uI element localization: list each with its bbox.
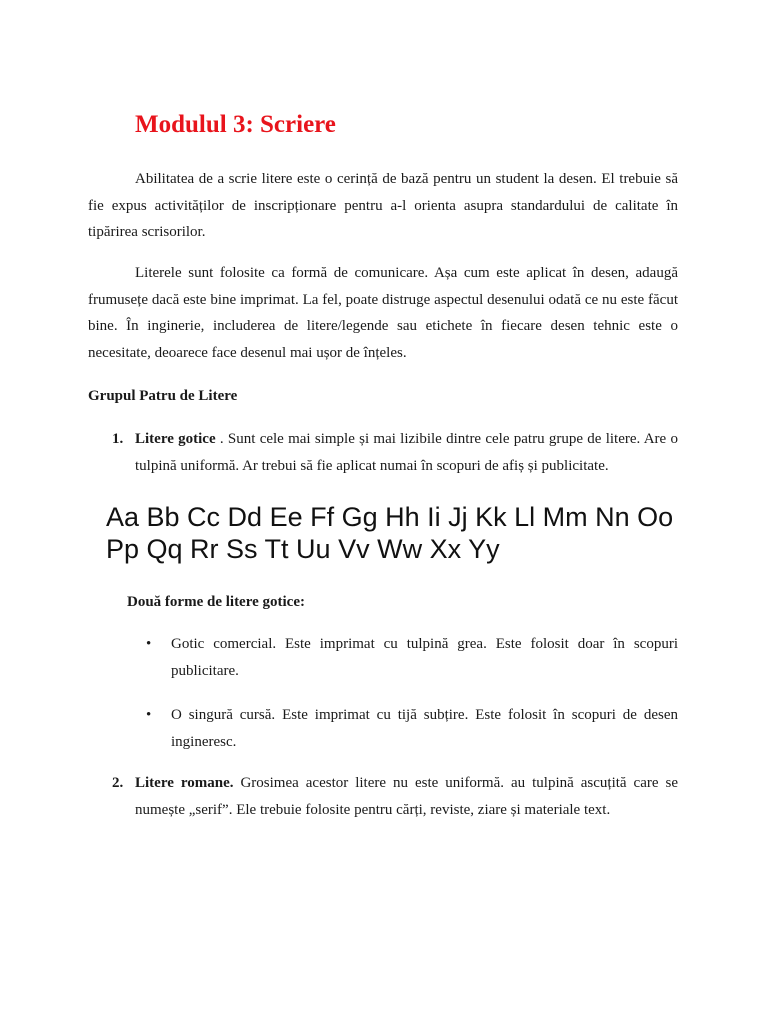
alphabet-line-1: Aa Bb Cc Dd Ee Ff Gg Hh Ii Jj Kk Ll Mm Nn Oo bbox=[106, 502, 674, 532]
bullet-icon: • bbox=[146, 636, 152, 652]
bullet-icon: • bbox=[146, 707, 152, 723]
list-number: 2. bbox=[112, 775, 124, 791]
bullet-text: Gotic comercial. Este imprimat cu tulpină grea. Este folosit doar în scopuri publicitare. bbox=[171, 636, 678, 679]
list-item-term: Litere gotice bbox=[135, 431, 216, 447]
list-item-text: Grosimea acestor litere nu este uniformă. au tulpină ascuțită care se numește „serif”. Ele trebuie folosite pentru cărți, reviste, ziare și materiale text. bbox=[135, 775, 678, 818]
list-item-gothic bbox=[112, 426, 678, 479]
list-item-roman bbox=[112, 770, 678, 823]
list-item-text: . Sunt cele mai simple și mai lizibile dintre cele patru grupe de litere. Are o tulpină uniformă. Ar trebui să fie aplicat numai în scopuri de afiș și publicitate. bbox=[135, 431, 678, 474]
alphabet-line-2: Pp Qq Rr Ss Tt Uu Vv Ww Xx Yy bbox=[106, 534, 500, 564]
alphabet-sample bbox=[106, 501, 706, 565]
list-item-body bbox=[135, 426, 678, 479]
intro-paragraph: Abilitatea de a scrie litere este o cerință de bază pentru un student la desen. El trebuie să fie expus activităților de inscripționare pentru a-l orienta asupra standardului de calitate în tipărirea scrisorilor. bbox=[88, 171, 678, 240]
list-number: 1. bbox=[112, 431, 124, 447]
subheading: Două forme de litere gotice: bbox=[127, 594, 305, 610]
page-title: Modulul 3: Scriere bbox=[135, 111, 336, 138]
second-paragraph: Literele sunt folosite ca formă de comunicare. Așa cum este aplicat în desen, adaugă frumusețe dacă este bine imprimat. La fel, poate distruge aspectul desenului odată ce nu este făcut bine. În inginerie, includerea de litere/legende sau etichete în fiecare desen tehnic este o necesitate, deoarece face desenul mai ușor de înțeles. bbox=[88, 265, 678, 361]
section-heading: Grupul Patru de Litere bbox=[88, 388, 238, 404]
bullet-item bbox=[146, 702, 678, 755]
list-item-body bbox=[135, 770, 678, 823]
bullet-text: O singură cursă. Este imprimat cu tijă subțire. Este folosit în scopuri de desen ingineresc. bbox=[171, 707, 678, 750]
bullet-item bbox=[146, 631, 678, 684]
list-item-term: Litere romane. bbox=[135, 775, 234, 791]
